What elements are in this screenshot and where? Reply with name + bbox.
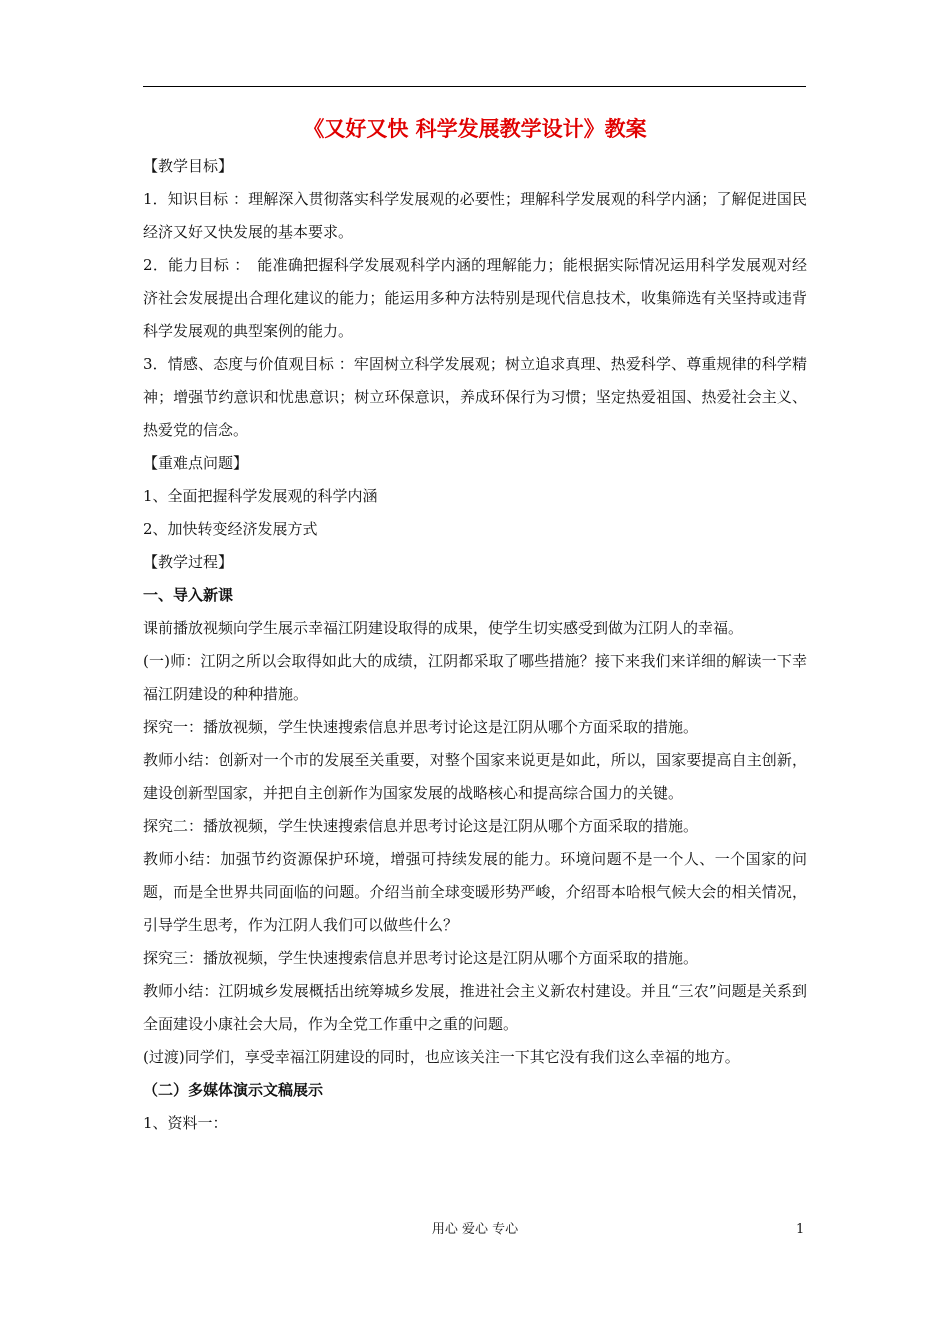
paragraph: 1、资料一： bbox=[143, 1114, 228, 1132]
paragraph: 【教学目标】 bbox=[143, 157, 234, 175]
document-title: 《又好又快 科学发展教学设计》教案 bbox=[303, 117, 647, 141]
paragraph: 1、全面把握科学发展观的科学内涵 bbox=[143, 487, 378, 505]
paragraph: 探究一：播放视频，学生快速搜索信息并思考讨论这是江阴从哪个方面采取的措施。 bbox=[143, 718, 699, 736]
paragraph: 探究三：播放视频，学生快速搜索信息并思考讨论这是江阴从哪个方面采取的措施。 bbox=[143, 949, 699, 967]
paragraph: 教师小结：创新对一个市的发展至关重要，对整个国家来说更是如此，所以，国家要提高自主创新，建设创新型国家，并把自主创新作为国家发展的战略核心和提高综合国力的关键。 bbox=[143, 751, 807, 802]
paragraph: 【教学过程】 bbox=[143, 553, 234, 571]
page-number: 1 bbox=[796, 1222, 805, 1237]
paragraph: 2、加快转变经济发展方式 bbox=[143, 520, 318, 538]
section-heading: （二）多媒体演示文稿展示 bbox=[143, 1081, 324, 1099]
paragraph-list bbox=[143, 150, 807, 1140]
paragraph: 3．情感、态度与价值观目标 ：牢固树立科学发展观；树立追求真理、热爱科学、尊重规律的科学精神；增强节约意识和忧患意识；树立环保意识，养成环保行为习惯；坚定热爱祖国、热爱社会主义、热爱党的信念。 bbox=[143, 355, 807, 439]
header-rule bbox=[143, 86, 806, 87]
paragraph: (一)师：江阴之所以会取得如此大的成绩，江阴都采取了哪些措施？接下来我们来详细的解读一下幸福江阴建设的种种措施。 bbox=[143, 652, 807, 703]
paragraph: 教师小结：加强节约资源保护环境，增强可持续发展的能力。环境问题不是一个人、一个国家的问题，而是全世界共同面临的问题。介绍当前全球变暖形势严峻，介绍哥本哈根气候大会的相关情况，引导学生思考，作为江阴人我们可以做些什么？ bbox=[143, 850, 807, 934]
footer-motto: 用心 爱心 专心 bbox=[431, 1222, 519, 1237]
paragraph: 课前播放视频向学生展示幸福江阴建设取得的成果，使学生切实感受到做为江阴人的幸福。 bbox=[143, 619, 744, 637]
paragraph: 2．能力目标 ： 能准确把握科学发展观科学内涵的理解能力；能根据实际情况运用科学发展观对经济社会发展提出合理化建议的能力；能运用多种方法特别是现代信息技术，收集筛选有关坚持或违背科学发展观的典型案例的能力。 bbox=[143, 256, 807, 340]
paragraph: 【重难点问题】 bbox=[143, 454, 249, 472]
paragraph: 教师小结：江阴城乡发展概括出统筹城乡发展，推进社会主义新农村建设。并且“三农”问题是关系到全面建设小康社会大局，作为全党工作重中之重的问题。 bbox=[143, 982, 807, 1033]
section-heading: 一、导入新课 bbox=[143, 586, 234, 604]
paragraph: (过渡)同学们，享受幸福江阴建设的同时，也应该关注一下其它没有我们这么幸福的地方。 bbox=[143, 1048, 740, 1066]
paragraph: 探究二：播放视频，学生快速搜索信息并思考讨论这是江阴从哪个方面采取的措施。 bbox=[143, 817, 699, 835]
document-body bbox=[143, 112, 807, 1140]
paragraph: 1．知识目标 ：理解深入贯彻落实科学发展观的必要性；理解科学发展观的科学内涵；了解促进国民经济又好又快发展的基本要求。 bbox=[143, 190, 807, 241]
